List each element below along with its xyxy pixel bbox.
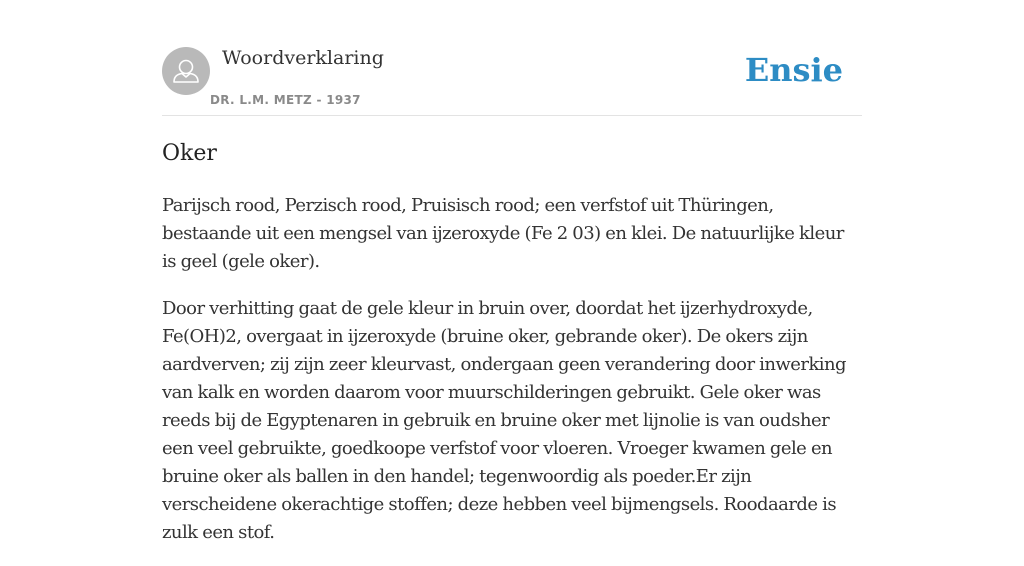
content-container — [162, 0, 862, 543]
entry-content — [162, 192, 862, 566]
brand-logo[interactable]: Ensie — [744, 51, 843, 89]
source-header — [162, 0, 862, 116]
entry-paragraph-1: Parijsch rood, Perzisch rood, Pruisisch rood; een verfstof uit Thüringen, bestaande uit een mengsel van ijzeroxyde (Fe 2 03) en klei. De natuurlijke kleur is geel (gele oker). — [162, 195, 844, 272]
entry-title: Oker — [162, 141, 217, 166]
source-title-link[interactable]: Woordverklaring — [222, 47, 384, 69]
user-icon[interactable] — [162, 47, 210, 95]
source-author-year: DR. L.M. METZ - 1937 — [210, 93, 361, 107]
entry-paragraph-2: Door verhitting gaat de gele kleur in bruin over, doordat het ijzerhydroxyde, Fe(OH)2, overgaat in ijzeroxyde (bruine oker, gebrande oker). De okers zijn aardverven; zij zijn zeer kleurvast, ondergaan geen verandering door inwerking van kalk en worden daarom voor muurschilderingen gebruikt. Gele oker was reeds bij de Egyptenaren in gebruik en bruine oker met lijnolie is van oudsher een veel gebruikte, goedkoope verfstof voor vloeren. Vroeger kwamen gele en bruine oker als ballen in den handel; tegenwoordig als poeder.Er zijn verscheidene okerachtige stoffen; deze hebben veel bijmengsels. Roodaarde is zulk een stof. — [162, 298, 847, 543]
